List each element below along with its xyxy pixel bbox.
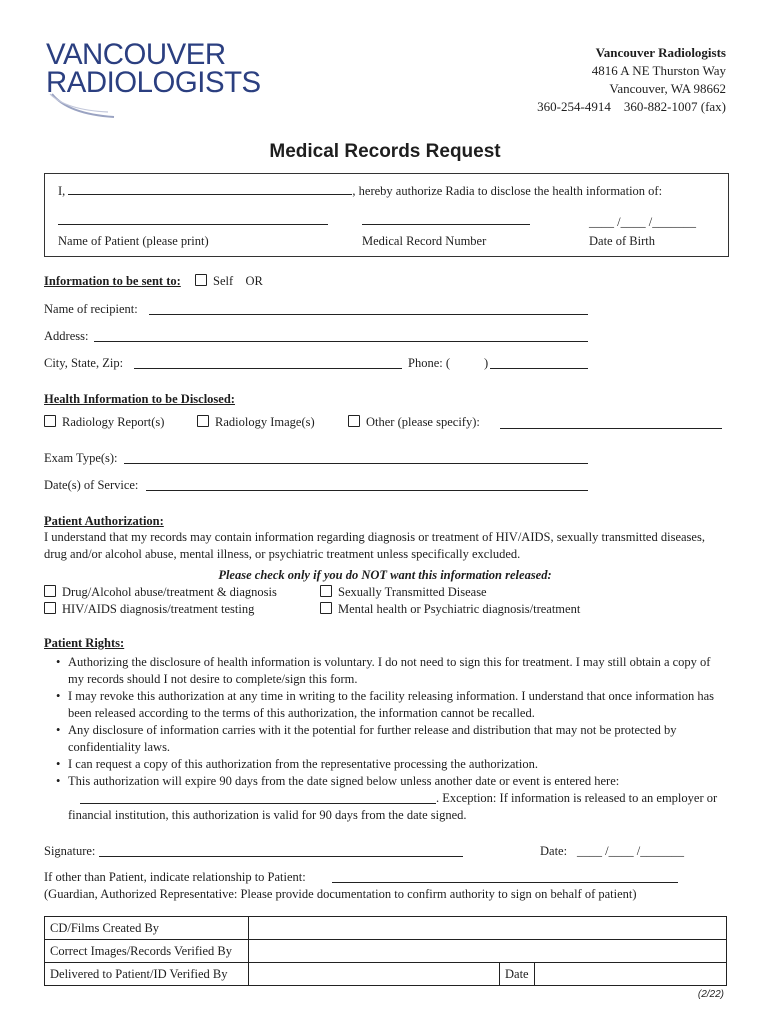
dates-of-service-field[interactable] [146,490,588,491]
patient-rights-heading: Patient Rights: [44,636,125,650]
cd-films-field[interactable] [249,917,727,940]
phone-field[interactable] [490,368,588,369]
medical-record-number-field[interactable] [362,224,530,225]
phone-close-paren: ) [484,356,489,370]
signature-label: Signature: [44,844,96,858]
recipient-label: Name of recipient: [44,302,138,316]
org-info [537,44,726,116]
patient-auth-heading: Patient Authorization: [44,514,164,528]
auth-suffix: , hereby authorize Radia to disclose the health information of: [352,184,663,198]
auth-line-1 [58,183,662,199]
relationship-field[interactable] [332,882,678,883]
date-label: Date [500,963,535,986]
std-checkbox[interactable] [320,585,332,597]
address-field[interactable] [94,341,588,342]
address-label: Address: [44,329,89,343]
logo [46,40,261,120]
org-name: Vancouver Radiologists [595,45,726,60]
rights-bullet-1: • Authorizing the disclosure of health information is voluntary. I do not need to sign this for treatment. I may still obtain a copy of my records should I not desire to complete/sign this form. [68,654,728,687]
form-version: (2/22) [697,989,724,1000]
city-label: City, State, Zip: [44,356,124,370]
other-option [348,414,480,430]
org-city: Vancouver, WA 98662 [609,81,726,96]
auth-prefix: I, [58,184,66,198]
drug-alcohol-option [44,584,277,600]
or-label: OR [245,274,263,288]
patient-auth-text: I understand that my records may contain information regarding diagnosis or treatment of HIV/AIDS, sexually transmitted diseases, drug and/or alcohol abuse, mental illness, or psychiatric treatment unless specifically excluded. [44,530,705,561]
mental-health-option [320,601,580,617]
city-field[interactable] [134,368,402,369]
patient-name-label: Name of Patient (please print) [58,234,209,248]
cd-films-label: CD/Films Created By [45,917,249,940]
std-label: Sexually Transmitted Disease [338,585,487,599]
delivered-label: Delivered to Patient/ID Verified By [45,963,249,986]
radiology-image-checkbox[interactable] [197,415,209,427]
patient-name-field[interactable] [58,224,328,225]
check-note: Please check only if you do NOT want this information released: [218,568,552,582]
hiv-checkbox[interactable] [44,602,56,614]
other-checkbox[interactable] [348,415,360,427]
radiology-report-checkbox[interactable] [44,415,56,427]
signature-field[interactable] [99,856,463,857]
page-title: Medical Records Request [269,141,501,162]
logo-line-1: VANCOUVER [46,38,226,71]
drug-alcohol-checkbox[interactable] [44,585,56,597]
mrn-label: Medical Record Number [362,234,487,248]
dates-of-service-label: Date(s) of Service: [44,478,139,492]
other-specify-field[interactable] [500,428,722,429]
org-phones: 360-254-4914 360-882-1007 (fax) [537,99,726,114]
rights-bullet-4: • I can request a copy of this authorization from the representative processing the authorization. [68,756,728,773]
health-info-heading: Health Information to be Disclosed: [44,392,235,406]
relationship-label: If other than Patient, indicate relationship to Patient: [44,870,306,884]
mental-health-checkbox[interactable] [320,602,332,614]
guardian-note: (Guardian, Authorized Representative: Please provide documentation to confirm authority to sign on behalf of patient) [44,887,637,901]
mental-health-label: Mental health or Psychiatric diagnosis/treatment [338,602,581,616]
sign-date-field[interactable]: ____ /____ /_______ [577,844,684,858]
self-label: Self [213,274,234,288]
recipient-field[interactable] [149,314,588,315]
radiology-image-option [197,414,315,430]
logo-swoosh-icon [48,92,118,120]
hiv-label: HIV/AIDS diagnosis/treatment testing [62,602,255,616]
dob-field[interactable]: ____ /____ /_______ [589,215,696,229]
rights-bullet-5: • This authorization will expire 90 days from the date signed below unless another date or event is entered here: [68,773,728,790]
sent-to-heading: Information to be sent to: [44,274,181,288]
exam-type-field[interactable] [124,463,588,464]
radiology-image-label: Radiology Image(s) [215,415,315,429]
verified-label: Correct Images/Records Verified By [45,940,249,963]
dob-label: Date of Birth [589,234,655,248]
sent-to-row [44,273,263,289]
delivered-field[interactable] [249,963,500,986]
org-street: 4816 A NE Thurston Way [591,63,726,78]
hiv-option [44,601,254,617]
std-option [320,584,487,600]
phone-label: Phone: ( [408,356,451,370]
exception-text: . Exception: If information is released to an employer or financial institution, this authorization is valid for 90 days from the date signed. [68,791,718,822]
sign-date-label: Date: [540,844,568,858]
verified-field[interactable] [249,940,727,963]
drug-alcohol-label: Drug/Alcohol abuse/treatment & diagnosis [62,585,277,599]
logo-line-2: RADIOLOGISTS [46,66,261,99]
delivered-date-field[interactable] [535,963,727,986]
other-label: Other (please specify): [366,415,480,429]
self-checkbox[interactable] [195,274,207,286]
rights-bullet-5-cont [68,790,728,824]
authorizer-name-field[interactable] [68,184,352,195]
radiology-report-label: Radiology Report(s) [62,415,165,429]
rights-bullet-3: • Any disclosure of information carries with it the potential for further release and distribution that may not be protected by confidentiality laws. [68,722,728,755]
office-use-table [44,916,727,986]
rights-bullet-2: • I may revoke this authorization at any time in writing to the facility releasing information. I understand that once information has been released according to the terms of this authorization, the information cannot be recalled. [68,688,728,721]
exam-type-label: Exam Type(s): [44,451,118,465]
